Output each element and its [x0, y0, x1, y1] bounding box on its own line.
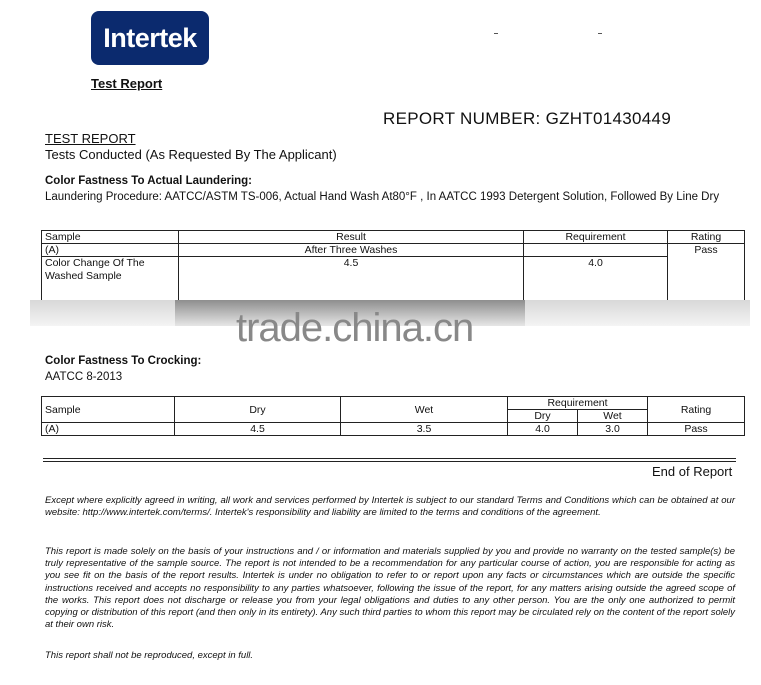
header-cell: Wet — [341, 397, 508, 423]
cell: Pass — [668, 244, 745, 257]
disclaimer-reproduction: This report shall not be reproduced, except in full. — [45, 650, 254, 661]
cell: 4.5 — [179, 257, 524, 313]
divider — [43, 458, 736, 459]
cell — [524, 244, 668, 257]
crocking-title: Color Fastness To Crocking: — [45, 355, 202, 367]
header-cell: Sample — [42, 397, 175, 423]
table-row — [42, 244, 745, 257]
header-cell: Rating — [648, 397, 745, 423]
cell: Pass — [648, 423, 745, 436]
crocking-table — [41, 396, 745, 436]
header-cell: Result — [179, 231, 524, 244]
table-header-row — [42, 397, 745, 410]
cell: After Three Washes — [179, 244, 524, 257]
end-of-report: End of Report — [652, 464, 733, 479]
divider — [43, 461, 736, 462]
logo-text: Intertek — [103, 22, 197, 53]
header-cell: Wet — [578, 410, 648, 423]
cell: 4.0 — [524, 257, 668, 313]
scan-mark — [598, 33, 602, 34]
disclaimer-scope: This report is made solely on the basis of your instructions and / or information and materials supplied by you and provide no warranty on the tested sample(s) be truly representative of the sample source. The report is not intended to be a recommendation for any particular course of action, you are responsible for acting as you see fit on the basis of the report results. Intertek is under no obligation to refer to or report upon any facts or circumstances which are outside the specific instructions received and accepts no responsibility to any parties whatsoever, following the issue of the report, for any matters arising outside the agreed scope of the works. This report does not discharge or release you from your legal obligations and duties to any other person. You are the only one authorized to permit copying or distribution of this report (and then only in its entirety). Any such third parties to whom this report may be circulated rely on the content of the report solely at their own risk. — [45, 546, 735, 631]
crocking-method: AATCC 8-2013 — [45, 371, 123, 383]
cell: 4.0 — [508, 423, 578, 436]
cell: (A) — [42, 423, 175, 436]
cell: 3.0 — [578, 423, 648, 436]
header-cell: Requirement — [508, 397, 648, 410]
laundering-procedure: Laundering Procedure: AATCC/ASTM TS-006, Actual Hand Wash At80°F , In AATCC 1993 Detergent Solution, Followed By Line Dry — [45, 191, 720, 203]
doc-label: Test Report — [91, 76, 163, 91]
cell: (A) — [42, 244, 179, 257]
laundering-title: Color Fastness To Actual Laundering: — [45, 175, 253, 187]
cell: 3.5 — [341, 423, 508, 436]
header-cell: Dry — [175, 397, 341, 423]
header-cell: Sample — [42, 231, 179, 244]
intertek-logo — [91, 11, 209, 65]
section-title: TEST REPORT — [45, 131, 136, 146]
scan-mark — [494, 33, 498, 34]
watermark: trade.china.cn — [236, 306, 474, 350]
header-cell: Dry — [508, 410, 578, 423]
table-row — [42, 423, 745, 436]
section-subtitle: Tests Conducted (As Requested By The Applicant) — [45, 147, 337, 162]
cell: 4.5 — [175, 423, 341, 436]
header-cell: Rating — [668, 231, 745, 244]
cell: Color Change Of The Washed Sample — [42, 257, 179, 313]
table-header-row — [42, 231, 745, 244]
disclaimer-terms: Except where explicitly agreed in writing, all work and services performed by Intertek is subject to our standard Terms and Conditions which can be obtained at our website: http://www.intertek.com/terms/. Intertek's responsibility and liability are limited to the terms and conditions of the agreement. — [45, 495, 735, 519]
report-number: REPORT NUMBER: GZHT01430449 — [383, 109, 672, 128]
header-cell: Requirement — [524, 231, 668, 244]
